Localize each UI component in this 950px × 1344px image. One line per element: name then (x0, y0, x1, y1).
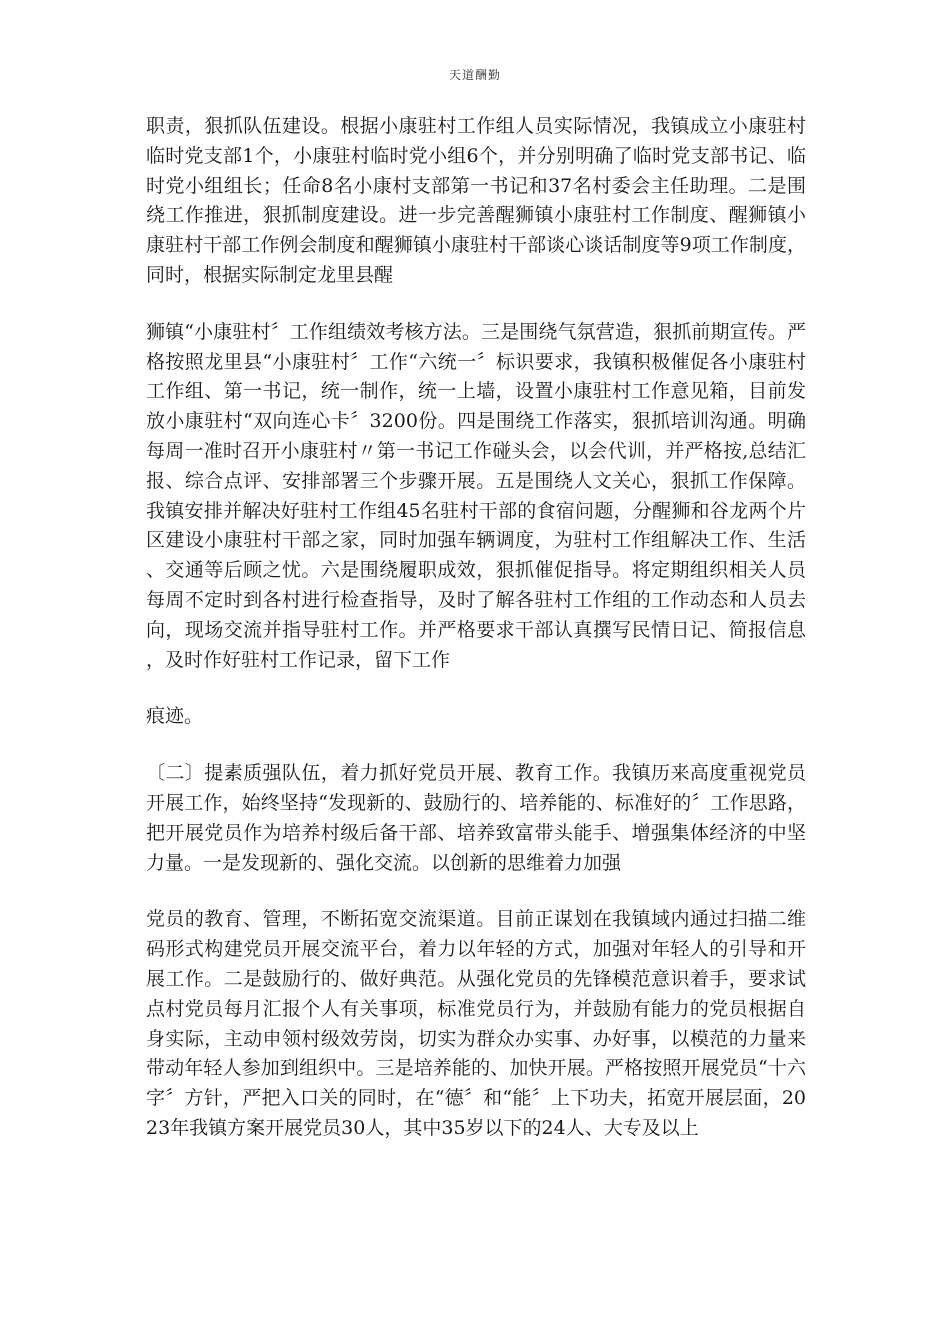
paragraph-2: 狮镇“小康驻村〞工作组绩效考核方法。三是围绕气氛营造，狠抓前期宣传。严格按照龙里县“小康驻村〞工作“六统一〞标识要求，我镇积极催促各小康驻村工作组、第一书记，统一制作，统一上墙，设置小康驻村工作意见箱，目前发放小康驻村“双向连心卡〞3200份。四是围绕工作落实，狠抓培训沟通。明确每周一准时召开小康驻村〃第一书记工作碰头会，以会代训，并严格按,总结汇报、综合点评、安排部署三个步骤开展。五是围绕人文关心，狠抓工作保障。我镇安排并解决好驻村工作组45名驻村干部的食宿问题，分醒狮和谷龙两个片区建设小康驻村干部之家，同时加强车辆调度，为驻村工作组解决工作、生活、交通等后顾之忧。六是围绕履职成效，狠抓催促指导。将定期组织相关人员每周不定时到各村进行检查指导，及时了解各驻村工作组的工作动态和人员去向，现场交流并指导驻村工作。并严格要求干部认真撰写民情日记、简报信息，及时作好驻村工作记录，留下工作 (146, 320, 806, 671)
page-header: 天道酬勤 (448, 68, 501, 82)
document-body (146, 112, 806, 1171)
paragraph-3: 痕迹。 (146, 705, 204, 728)
paragraph-4: 〔二〕提素质强队伍，着力抓好党员开展、教育工作。我镇历来高度重视党员开展工作，始终坚持“发现新的、鼓励行的、培养能的、标准好的〞工作思路，把开展党员作为培养村级后备干部、培养致富带头能手、增强集体经济的中坚力量。一是发现新的、强化交流。以创新的思维着力加强 (146, 762, 806, 874)
paragraph-5: 党员的教育、管理，不断拓宽交流渠道。目前正谋划在我镇域内通过扫描二维码形式构建党员开展交流平台，着力以年轻的方式，加强对年轻人的引导和开展工作。二是鼓励行的、做好典范。从强化党员的先锋模范意识着手，要求试点村党员每月汇报个人有关事项，标准党员行为，并鼓励有能力的党员根据自身实际，主动申领村级效劳岗，切实为群众办实事、办好事，以模范的力量来带动年轻人参加到组织中。三是培养能的、加快开展。严格按照开展党员“十六字〞方针，严把入口关的同时，在“德〞和“能〞上下功夫，拓宽开展层面，2023年我镇方案开展党员30人，其中35岁以下的24人、大专及以上 (146, 908, 806, 1139)
paragraph-1: 职责，狠抓队伍建设。根据小康驻村工作组人员实际情况，我镇成立小康驻村临时党支部1个，小康驻村临时党小组6个，并分别明确了临时党支部书记、临时党小组组长；任命8名小康村支部第一书记和37名村委会主任助理。二是围绕工作推进，狠抓制度建设。进一步完善醒狮镇小康驻村工作制度、醒狮镇小康驻村干部工作例会制度和醒狮镇小康驻村干部谈心谈话制度等9项工作制度，同时，根据实际制定龙里县醒 (146, 115, 806, 286)
